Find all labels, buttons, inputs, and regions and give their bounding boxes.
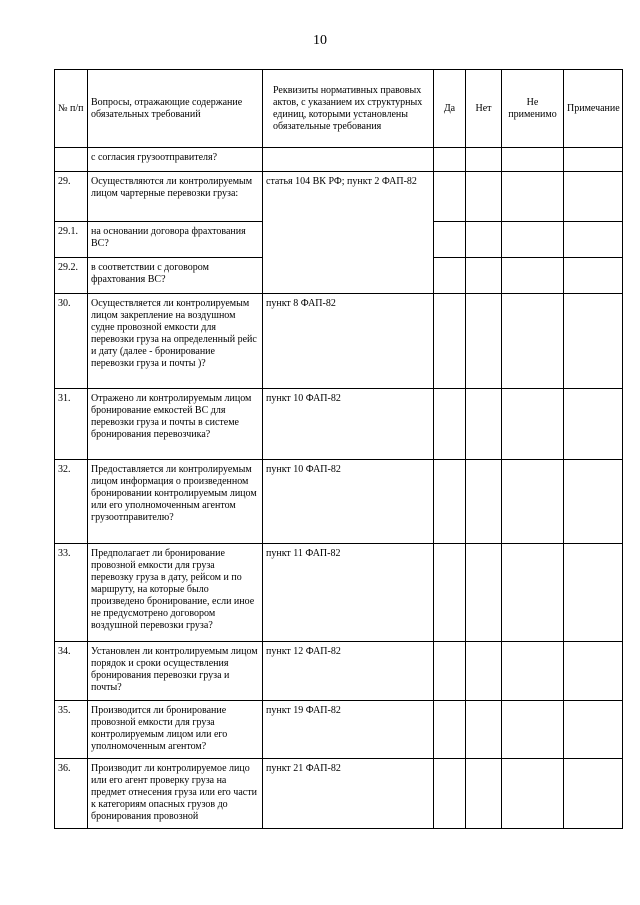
row-num: 33.: [55, 544, 88, 642]
answer-yes-cell[interactable]: [434, 258, 466, 294]
row-reference: пункт 10 ФАП-82: [263, 389, 434, 460]
answer-yes-cell[interactable]: [434, 172, 466, 222]
row-question: Установлен ли контролируемым лицом порядок и сроки осуществления бронирования перевозки груза и почты?: [88, 642, 263, 701]
table-row: [55, 642, 623, 701]
answer-no-cell[interactable]: [466, 222, 502, 258]
note-cell[interactable]: [564, 544, 623, 642]
row-question: Производится ли бронирование провозной емкости для груза контролируемым лицом или его уполномоченным агентом?: [88, 701, 263, 759]
answer-na-cell[interactable]: [502, 389, 564, 460]
note-cell[interactable]: [564, 642, 623, 701]
answer-no-cell[interactable]: [466, 701, 502, 759]
answer-no-cell[interactable]: [466, 389, 502, 460]
answer-na-cell[interactable]: [502, 701, 564, 759]
answer-yes-cell[interactable]: [434, 222, 466, 258]
answer-na-cell[interactable]: [502, 258, 564, 294]
row-num: 30.: [55, 294, 88, 389]
answer-yes-cell[interactable]: [434, 148, 466, 172]
answer-yes-cell[interactable]: [434, 642, 466, 701]
answer-yes-cell[interactable]: [434, 544, 466, 642]
answer-yes-cell[interactable]: [434, 389, 466, 460]
answer-no-cell[interactable]: [466, 460, 502, 544]
header-yes: Да: [434, 70, 466, 148]
table-row: [55, 701, 623, 759]
answer-na-cell[interactable]: [502, 148, 564, 172]
note-cell[interactable]: [564, 701, 623, 759]
answer-na-cell[interactable]: [502, 172, 564, 222]
note-cell[interactable]: [564, 389, 623, 460]
table-row: [55, 172, 623, 222]
row-reference: статья 104 ВК РФ; пункт 2 ФАП-82: [263, 172, 434, 294]
note-cell[interactable]: [564, 172, 623, 222]
checklist-table: [54, 69, 623, 829]
answer-no-cell[interactable]: [466, 759, 502, 829]
note-cell[interactable]: [564, 148, 623, 172]
answer-na-cell[interactable]: [502, 222, 564, 258]
answer-yes-cell[interactable]: [434, 460, 466, 544]
table-row: [55, 544, 623, 642]
row-num: 29.1.: [55, 222, 88, 258]
row-num: 31.: [55, 389, 88, 460]
note-cell[interactable]: [564, 294, 623, 389]
row-question: Производит ли контролируемое лицо или его агент проверку груза на предмет отнесения груза или его части к категориям опасных грузов до бронирования провозной: [88, 759, 263, 829]
row-reference: пункт 11 ФАП-82: [263, 544, 434, 642]
header-reference: Реквизиты нормативных правовых актов, с указанием их структурных единиц, которыми установлены обязательные требования: [263, 70, 434, 148]
header-question: Вопросы, отражающие содержание обязательных требований: [88, 70, 263, 148]
row-num: [55, 148, 88, 172]
table-row: [55, 460, 623, 544]
table-row: [55, 389, 623, 460]
answer-yes-cell[interactable]: [434, 294, 466, 389]
header-note: Примечание: [564, 70, 623, 148]
row-num: 29.2.: [55, 258, 88, 294]
answer-no-cell[interactable]: [466, 544, 502, 642]
row-reference: пункт 21 ФАП-82: [263, 759, 434, 829]
row-question: Осуществляется ли контролируемым лицом закрепление на воздушном судне провозной емкости для перевозки груза на определенный рейс и дату (далее - бронирование перевозки груза и почты )?: [88, 294, 263, 389]
row-reference: [263, 148, 434, 172]
row-question: Осуществляются ли контролируемым лицом чартерные перевозки груза:: [88, 172, 263, 222]
row-num: 36.: [55, 759, 88, 829]
row-num: 32.: [55, 460, 88, 544]
row-question: в соответствии с договором фрахтования ВС?: [88, 258, 263, 294]
note-cell[interactable]: [564, 759, 623, 829]
table-row: [55, 759, 623, 829]
answer-no-cell[interactable]: [466, 148, 502, 172]
row-question: Предоставляется ли контролируемым лицом информация о произведенном бронировании контролируемым лицом или его уполномоченным агентом грузоотправителю?: [88, 460, 263, 544]
answer-na-cell[interactable]: [502, 294, 564, 389]
row-num: 34.: [55, 642, 88, 701]
answer-na-cell[interactable]: [502, 642, 564, 701]
table-row: [55, 148, 623, 172]
note-cell[interactable]: [564, 460, 623, 544]
answer-yes-cell[interactable]: [434, 701, 466, 759]
row-reference: пункт 12 ФАП-82: [263, 642, 434, 701]
answer-no-cell[interactable]: [466, 642, 502, 701]
answer-no-cell[interactable]: [466, 172, 502, 222]
header-row: [55, 70, 623, 148]
answer-na-cell[interactable]: [502, 460, 564, 544]
row-num: 29.: [55, 172, 88, 222]
row-question: на основании договора фрахтования ВС?: [88, 222, 263, 258]
answer-na-cell[interactable]: [502, 759, 564, 829]
answer-no-cell[interactable]: [466, 294, 502, 389]
row-reference: пункт 8 ФАП-82: [263, 294, 434, 389]
row-num: 35.: [55, 701, 88, 759]
page-number: 10: [313, 33, 327, 48]
row-reference: пункт 10 ФАП-82: [263, 460, 434, 544]
header-not-applicable: Не применимо: [502, 70, 564, 148]
note-cell[interactable]: [564, 258, 623, 294]
note-cell[interactable]: [564, 222, 623, 258]
row-reference: пункт 19 ФАП-82: [263, 701, 434, 759]
answer-no-cell[interactable]: [466, 258, 502, 294]
header-no: Нет: [466, 70, 502, 148]
answer-yes-cell[interactable]: [434, 759, 466, 829]
row-question: Предполагает ли бронирование провозной емкости для груза перевозку груза в дату, рейсом и по маршруту, на которые было произведено бронирование, если иное не предусмотрено договором воздушной перевозки груза?: [88, 544, 263, 642]
table-row: [55, 294, 623, 389]
header-num: № п/п: [55, 70, 88, 148]
row-question: с согласия грузоотправителя?: [88, 148, 263, 172]
row-question: Отражено ли контролируемым лицом бронирование емкостей ВС для перевозки груза и почты в системе бронирования перевозчика?: [88, 389, 263, 460]
answer-na-cell[interactable]: [502, 544, 564, 642]
